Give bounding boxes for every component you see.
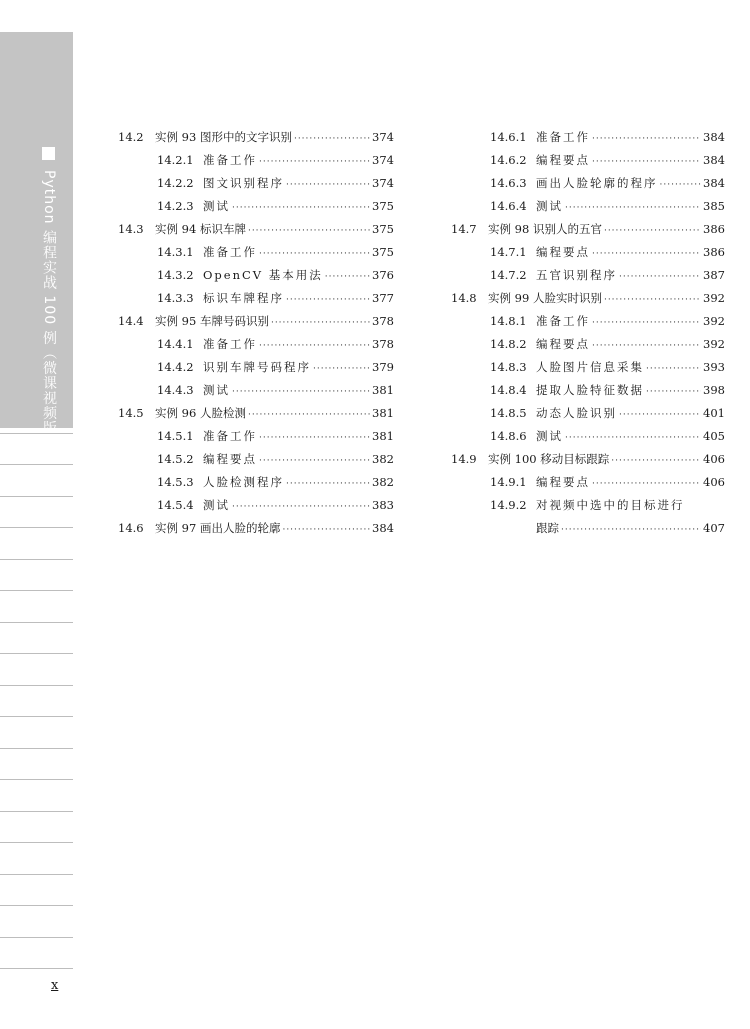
toc-entry xyxy=(118,471,394,494)
toc-entry xyxy=(118,494,394,517)
toc-entry-number: 14.6.2 xyxy=(490,153,527,167)
toc-entry xyxy=(451,517,725,540)
toc-entry xyxy=(451,264,725,287)
toc-column-right xyxy=(451,126,725,540)
dot-leader xyxy=(592,243,701,266)
side-rule xyxy=(0,905,73,906)
dot-leader xyxy=(619,404,701,427)
toc-entry-title: 实例 100 移动目标跟踪 xyxy=(488,452,610,466)
toc-entry xyxy=(118,287,394,310)
toc-entry xyxy=(451,241,725,264)
toc-entry-page: 383 xyxy=(372,498,394,512)
toc-entry-title: 测试 xyxy=(536,199,563,213)
toc-entry-number: 14.3 xyxy=(118,222,144,236)
toc-entry-page: 382 xyxy=(372,475,394,489)
toc-entry xyxy=(451,379,725,402)
toc-entry xyxy=(451,218,725,241)
toc-entry-number: 14.9 xyxy=(451,452,477,466)
toc-entry xyxy=(118,218,394,241)
toc-entry xyxy=(118,379,394,402)
toc-entry-page: 381 xyxy=(372,406,394,420)
toc-entry-number: 14.8.4 xyxy=(490,383,527,397)
side-rule xyxy=(0,685,73,686)
toc-entry-number: 14.6 xyxy=(118,521,144,535)
toc-entry-page: 374 xyxy=(372,153,394,167)
toc-entry-number: 14.2.1 xyxy=(157,153,194,167)
toc-entry-title: 标识车牌程序 xyxy=(203,291,284,305)
dot-leader xyxy=(232,381,370,404)
toc-entry xyxy=(118,310,394,333)
toc-entry xyxy=(451,172,725,195)
toc-entry-number: 14.8.2 xyxy=(490,337,527,351)
toc-entry-page: 406 xyxy=(703,475,725,489)
toc-entry-title: 编程要点 xyxy=(536,337,590,351)
toc-entry-page: 375 xyxy=(372,222,394,236)
dot-leader xyxy=(592,312,701,335)
toc-entry-title: 准备工作 xyxy=(203,153,257,167)
toc-entry xyxy=(118,264,394,287)
toc-entry-number: 14.4.2 xyxy=(157,360,194,374)
side-rule xyxy=(0,496,73,497)
book-side-tab xyxy=(0,32,73,451)
toc-entry-title: 编程要点 xyxy=(536,245,590,259)
toc-entry-number: 14.4.3 xyxy=(157,383,194,397)
square-marker-icon xyxy=(42,147,55,160)
toc-entry-page: 392 xyxy=(703,337,725,351)
toc-entry-number: 14.8.1 xyxy=(490,314,527,328)
dot-leader xyxy=(286,174,370,197)
dot-leader xyxy=(259,151,370,174)
side-rule xyxy=(0,653,73,654)
toc-entry-page: 375 xyxy=(372,245,394,259)
toc-entry-title: 人脸检测程序 xyxy=(203,475,284,489)
toc-entry-title: OpenCV 基本用法 xyxy=(203,268,323,282)
dot-leader xyxy=(259,450,370,473)
toc-entry-page: 405 xyxy=(703,429,725,443)
toc-entry-page: 385 xyxy=(703,199,725,213)
dot-leader xyxy=(646,358,701,381)
toc-entry-page: 386 xyxy=(703,222,725,236)
toc-entry-page: 379 xyxy=(372,360,394,374)
dot-leader xyxy=(248,404,370,427)
toc-entry-title: 提取人脸特征数据 xyxy=(536,383,644,397)
toc-entry-title: 编程要点 xyxy=(536,475,590,489)
toc-entry-number: 14.9.1 xyxy=(490,475,527,489)
dot-leader xyxy=(561,519,701,542)
toc-entry-page: 378 xyxy=(372,337,394,351)
toc-entry-number: 14.8.3 xyxy=(490,360,527,374)
side-rule xyxy=(0,779,73,780)
toc-entry-number: 14.3.1 xyxy=(157,245,194,259)
toc-entry-page: 376 xyxy=(372,268,394,282)
toc-entry-title: 测试 xyxy=(203,383,230,397)
toc-entry-title: 实例 97 画出人脸的轮廓 xyxy=(155,521,281,535)
toc-entry-title: 编程要点 xyxy=(203,452,257,466)
toc-entry-number: 14.2.3 xyxy=(157,199,194,213)
toc-entry-number: 14.5.1 xyxy=(157,429,194,443)
toc-entry xyxy=(118,241,394,264)
toc-entry-title: 测试 xyxy=(536,429,563,443)
toc-entry xyxy=(451,448,725,471)
toc-entry-title: 准备工作 xyxy=(203,429,257,443)
side-rule xyxy=(0,622,73,623)
dot-leader xyxy=(248,220,370,243)
toc-entry xyxy=(451,402,725,425)
dot-leader xyxy=(259,243,370,266)
dot-leader xyxy=(592,335,701,358)
toc-entry-number: 14.7 xyxy=(451,222,477,236)
toc-entry xyxy=(118,356,394,379)
side-rule xyxy=(0,590,73,591)
toc-entry-title: 实例 94 标识车牌 xyxy=(155,222,246,236)
side-rule xyxy=(0,527,73,528)
toc-entry-number: 14.6.4 xyxy=(490,199,527,213)
toc-entry-page: 381 xyxy=(372,383,394,397)
toc-entry-number: 14.3.3 xyxy=(157,291,194,305)
toc-entry-title: 测试 xyxy=(203,498,230,512)
dot-leader xyxy=(565,197,701,220)
side-rule xyxy=(0,716,73,717)
toc-entry-page: 401 xyxy=(703,406,725,420)
dot-leader xyxy=(604,220,701,243)
toc-entry-page: 377 xyxy=(372,291,394,305)
toc-entry-page: 386 xyxy=(703,245,725,259)
toc-entry-number: 14.8 xyxy=(451,291,477,305)
toc-entry-number: 14.5 xyxy=(118,406,144,420)
toc-entry-page: 407 xyxy=(703,521,725,535)
toc-entry-title: 实例 95 车牌号码识别 xyxy=(155,314,269,328)
toc-entry-page: 378 xyxy=(372,314,394,328)
toc-entry xyxy=(451,471,725,494)
toc-entry-number: 14.8.6 xyxy=(490,429,527,443)
toc-entry xyxy=(118,172,394,195)
toc-entry xyxy=(451,425,725,448)
dot-leader xyxy=(259,427,370,450)
toc-entry-title: 实例 98 识别人的五官 xyxy=(488,222,602,236)
toc-entry-title: 动态人脸识别 xyxy=(536,406,617,420)
side-rule xyxy=(0,748,73,749)
toc-entry-page: 387 xyxy=(703,268,725,282)
toc-entry xyxy=(451,494,725,517)
toc-entry-page: 384 xyxy=(703,130,725,144)
toc-entry xyxy=(118,195,394,218)
toc-entry-title: 准备工作 xyxy=(536,314,590,328)
dot-leader xyxy=(604,289,701,312)
side-rule xyxy=(0,968,73,969)
dot-leader xyxy=(232,496,370,519)
toc-entry-number: 14.5.3 xyxy=(157,475,194,489)
toc-entry-number: 14.2 xyxy=(118,130,144,144)
toc-entry xyxy=(451,149,725,172)
toc-entry xyxy=(451,356,725,379)
toc-entry xyxy=(118,448,394,471)
toc-entry-page: 375 xyxy=(372,199,394,213)
toc-entry-page: 374 xyxy=(372,130,394,144)
toc-entry-title: 测试 xyxy=(203,199,230,213)
side-rule xyxy=(0,937,73,938)
toc-entry-title: 实例 96 人脸检测 xyxy=(155,406,246,420)
toc-entry-number: 14.4.1 xyxy=(157,337,194,351)
toc-entry-page: 392 xyxy=(703,314,725,328)
page-number: x xyxy=(51,978,59,993)
dot-leader xyxy=(282,519,370,542)
toc-entry-number: 14.5.4 xyxy=(157,498,194,512)
side-rule xyxy=(0,842,73,843)
toc-entry xyxy=(118,517,394,540)
toc-entry xyxy=(451,333,725,356)
toc-entry xyxy=(451,310,725,333)
book-title-vertical: Python 编程实战 100 例（微课视频版） xyxy=(41,170,57,451)
toc-entry-page: 384 xyxy=(703,153,725,167)
dot-leader xyxy=(313,358,370,381)
toc-entry-page: 374 xyxy=(372,176,394,190)
toc-entry xyxy=(118,333,394,356)
side-rule xyxy=(0,559,73,560)
side-rule xyxy=(0,811,73,812)
toc-entry-title: 实例 93 图形中的文字识别 xyxy=(155,130,292,144)
dot-leader xyxy=(232,197,370,220)
toc-entry-title: 画出人脸轮廓的程序 xyxy=(536,176,658,190)
toc-entry-title: 编程要点 xyxy=(536,153,590,167)
toc-entry-number: 14.4 xyxy=(118,314,144,328)
toc-entry-page: 393 xyxy=(703,360,725,374)
toc-entry-title: 准备工作 xyxy=(203,337,257,351)
toc-entry-title: 准备工作 xyxy=(203,245,257,259)
toc-entry-title: 五官识别程序 xyxy=(536,268,617,282)
dot-leader xyxy=(259,335,370,358)
toc-entry-number: 14.5.2 xyxy=(157,452,194,466)
toc-entry xyxy=(451,126,725,149)
dot-leader xyxy=(619,266,701,289)
toc-entry-number: 14.6.1 xyxy=(490,130,527,144)
dot-leader xyxy=(286,473,370,496)
dot-leader xyxy=(565,427,701,450)
toc-entry-title: 人脸图片信息采集 xyxy=(536,360,644,374)
toc-entry-title: 图文识别程序 xyxy=(203,176,284,190)
toc-entry-page: 398 xyxy=(703,383,725,397)
dot-leader xyxy=(592,473,701,496)
toc-entry-number: 14.8.5 xyxy=(490,406,527,420)
toc-entry-page: 381 xyxy=(372,429,394,443)
toc-entry-page: 384 xyxy=(372,521,394,535)
toc-entry-title: 实例 99 人脸实时识别 xyxy=(488,291,602,305)
toc-entry-page: 384 xyxy=(703,176,725,190)
toc-entry-number: 14.7.2 xyxy=(490,268,527,282)
toc-entry xyxy=(118,149,394,172)
toc-entry-number: 14.2.2 xyxy=(157,176,194,190)
toc-entry-page: 382 xyxy=(372,452,394,466)
dot-leader xyxy=(592,128,701,151)
toc-entry-page: 392 xyxy=(703,291,725,305)
side-rule xyxy=(0,874,73,875)
dot-leader xyxy=(325,266,370,289)
toc-entry-number: 14.7.1 xyxy=(490,245,527,259)
toc-entry-title: 识别车牌号码程序 xyxy=(203,360,311,374)
toc-column-left xyxy=(118,126,394,540)
toc-entry-number: 14.6.3 xyxy=(490,176,527,190)
dot-leader xyxy=(646,381,701,404)
dot-leader xyxy=(592,151,701,174)
side-rule xyxy=(0,464,73,465)
toc-entry xyxy=(118,402,394,425)
dot-leader xyxy=(611,450,701,473)
side-rule xyxy=(0,433,73,434)
dot-leader xyxy=(286,289,370,312)
dot-leader xyxy=(294,128,370,151)
toc-entry xyxy=(118,425,394,448)
toc-entry-number: 14.9.2 xyxy=(490,498,527,512)
toc-entry-number: 14.3.2 xyxy=(157,268,194,282)
toc-entry-title: 跟踪 xyxy=(536,521,559,535)
toc-entry xyxy=(118,126,394,149)
dot-leader xyxy=(660,174,702,197)
toc-entry-page: 406 xyxy=(703,452,725,466)
toc-entry xyxy=(451,287,725,310)
toc-entry xyxy=(451,195,725,218)
toc-entry-title: 准备工作 xyxy=(536,130,590,144)
toc-entry-title: 对视频中选中的目标进行 xyxy=(536,498,685,512)
dot-leader xyxy=(271,312,370,335)
